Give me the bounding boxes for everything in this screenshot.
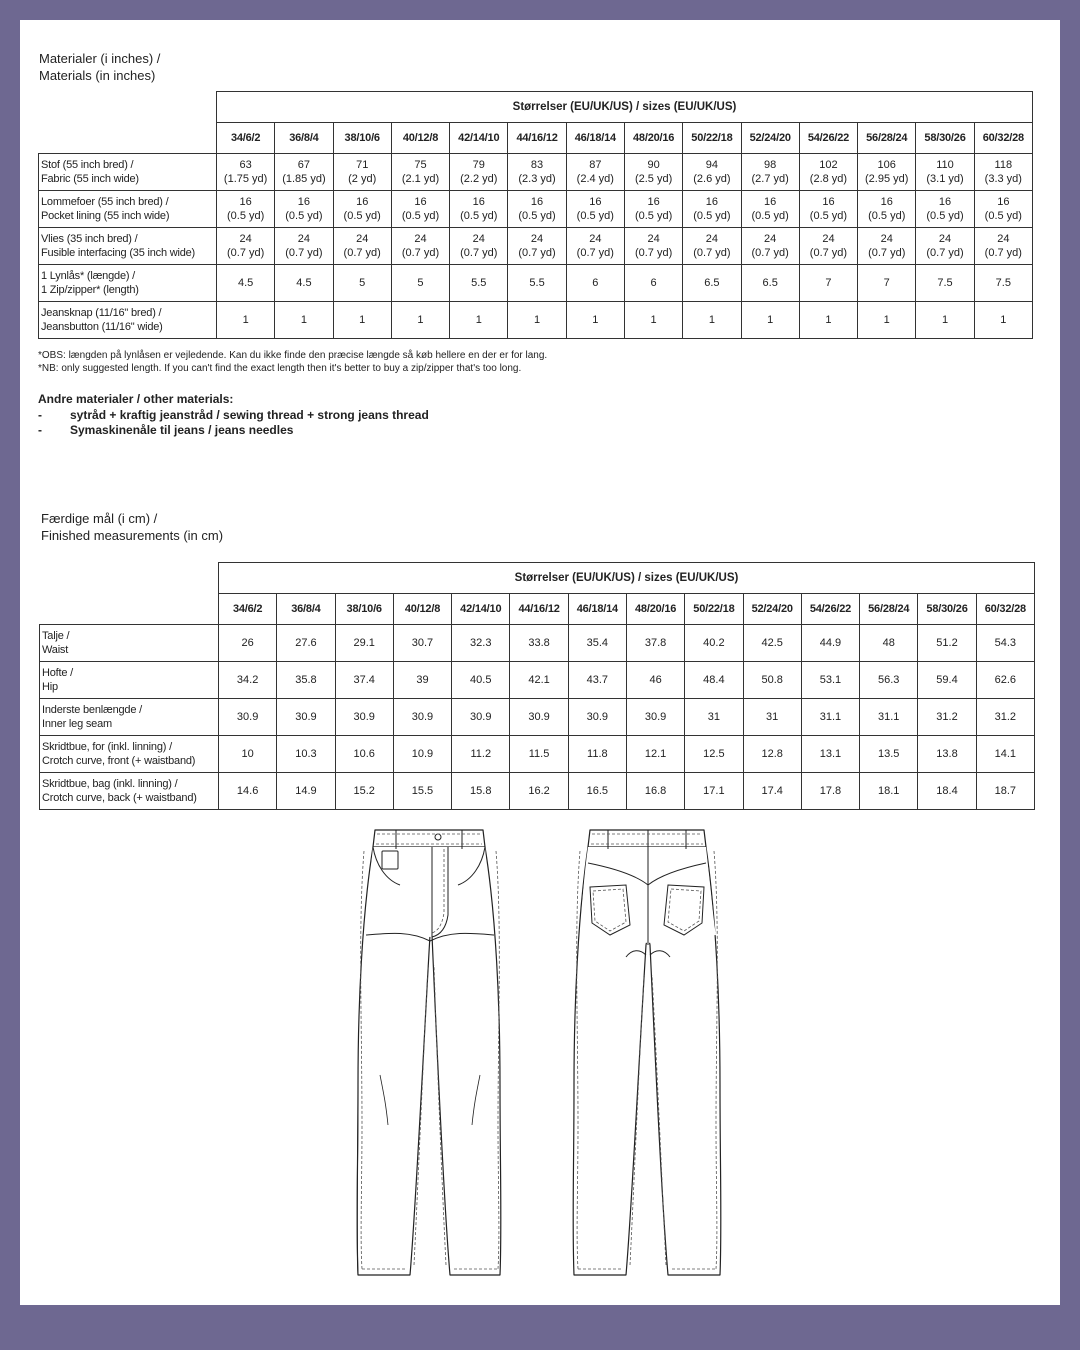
size-header: 44/16/12	[510, 594, 568, 625]
table-row	[39, 154, 1033, 191]
table-cell: 67 (1.85 yd)	[275, 154, 333, 191]
table-cell: 14.6	[219, 773, 277, 810]
table-cell: 1	[799, 302, 857, 339]
table-cell: 24 (0.7 yd)	[799, 228, 857, 265]
table-cell: 46	[626, 662, 684, 699]
row-label: Vlies (35 inch bred) / Fusible interfacing (35 inch wide)	[39, 228, 217, 265]
table-cell: 4.5	[275, 265, 333, 302]
table-cell: 24 (0.7 yd)	[741, 228, 799, 265]
row-label: Stof (55 inch bred) / Fabric (55 inch wide)	[39, 154, 217, 191]
table-cell: 24 (0.7 yd)	[333, 228, 391, 265]
table-cell: 30.9	[277, 699, 335, 736]
materials-heading: Materialer (i inches) / Materials (in inches)	[39, 51, 161, 83]
table-cell: 30.9	[393, 699, 451, 736]
table-cell: 18.7	[976, 773, 1034, 810]
table-cell: 14.9	[277, 773, 335, 810]
table-cell: 1	[858, 302, 916, 339]
size-header: 36/8/4	[277, 594, 335, 625]
table-cell: 4.5	[217, 265, 275, 302]
table-cell: 24 (0.7 yd)	[974, 228, 1032, 265]
list-item: - Symaskinenåle til jeans / jeans needles	[38, 423, 294, 437]
sizes-title: Størrelser (EU/UK/US) / sizes (EU/UK/US)	[217, 92, 1033, 123]
table-cell: 1	[391, 302, 449, 339]
table-cell: 53.1	[801, 662, 859, 699]
table-cell: 40.5	[452, 662, 510, 699]
table-cell: 59.4	[918, 662, 976, 699]
table-cell: 40.2	[685, 625, 743, 662]
table-row	[39, 191, 1033, 228]
table-cell: 26	[219, 625, 277, 662]
size-header: 54/26/22	[799, 123, 857, 154]
table-cell: 12.1	[626, 736, 684, 773]
table-cell: 16 (0.5 yd)	[799, 191, 857, 228]
size-header: 50/22/18	[683, 123, 741, 154]
table-row	[39, 265, 1033, 302]
size-header: 58/30/26	[918, 594, 976, 625]
table-cell: 5	[333, 265, 391, 302]
table-cell: 6	[624, 265, 682, 302]
table-row	[40, 662, 1035, 699]
table-cell: 7.5	[974, 265, 1032, 302]
size-header: 60/32/28	[976, 594, 1034, 625]
finished-measurements-table	[39, 562, 1035, 810]
table-cell: 17.8	[801, 773, 859, 810]
table-cell: 15.8	[452, 773, 510, 810]
table-cell: 24 (0.7 yd)	[275, 228, 333, 265]
size-header: 56/28/24	[860, 594, 918, 625]
row-label: Inderste benlængde / Inner leg seam	[40, 699, 219, 736]
table-row	[40, 736, 1035, 773]
table-cell: 10.6	[335, 736, 393, 773]
size-header: 52/24/20	[741, 123, 799, 154]
table-cell: 39	[393, 662, 451, 699]
table-cell: 5	[391, 265, 449, 302]
size-header: 48/20/16	[626, 594, 684, 625]
table-cell: 94 (2.6 yd)	[683, 154, 741, 191]
table-cell: 30.7	[393, 625, 451, 662]
table-cell: 63 (1.75 yd)	[217, 154, 275, 191]
table-cell: 31.1	[801, 699, 859, 736]
table-cell: 24 (0.7 yd)	[916, 228, 974, 265]
table-cell: 16.5	[568, 773, 626, 810]
jeans-back-drawing	[568, 825, 728, 1280]
size-header: 46/18/14	[566, 123, 624, 154]
materials-table	[38, 91, 1033, 339]
table-cell: 29.1	[335, 625, 393, 662]
table-row	[39, 228, 1033, 265]
table-cell: 24 (0.7 yd)	[508, 228, 566, 265]
size-header: 44/16/12	[508, 123, 566, 154]
table-cell: 10	[219, 736, 277, 773]
table-cell: 7	[858, 265, 916, 302]
table-row	[40, 773, 1035, 810]
table-cell: 1	[450, 302, 508, 339]
table-cell: 1	[974, 302, 1032, 339]
table-cell: 16 (0.5 yd)	[333, 191, 391, 228]
table-cell: 15.5	[393, 773, 451, 810]
table-cell: 24 (0.7 yd)	[858, 228, 916, 265]
table-cell: 106 (2.95 yd)	[858, 154, 916, 191]
other-materials-title: Andre materialer / other materials:	[38, 392, 234, 406]
table-cell: 24 (0.7 yd)	[391, 228, 449, 265]
size-header: 52/24/20	[743, 594, 801, 625]
table-cell: 16 (0.5 yd)	[450, 191, 508, 228]
size-header: 56/28/24	[858, 123, 916, 154]
table-cell: 16 (0.5 yd)	[974, 191, 1032, 228]
table-cell: 16 (0.5 yd)	[391, 191, 449, 228]
size-header: 48/20/16	[624, 123, 682, 154]
table-cell: 16 (0.5 yd)	[858, 191, 916, 228]
table-cell: 30.9	[219, 699, 277, 736]
table-cell: 34.2	[219, 662, 277, 699]
size-header: 42/14/10	[450, 123, 508, 154]
table-cell: 30.9	[626, 699, 684, 736]
table-cell: 10.9	[393, 736, 451, 773]
table-row	[39, 302, 1033, 339]
list-item: - sytråd + kraftig jeanstråd / sewing thread + strong jeans thread	[38, 407, 429, 422]
size-header: 40/12/8	[391, 123, 449, 154]
table-cell: 87 (2.4 yd)	[566, 154, 624, 191]
table-cell: 16.8	[626, 773, 684, 810]
table-cell: 33.8	[510, 625, 568, 662]
table-cell: 24 (0.7 yd)	[683, 228, 741, 265]
table-cell: 35.4	[568, 625, 626, 662]
table-cell: 18.1	[860, 773, 918, 810]
table-cell: 31.2	[918, 699, 976, 736]
table-cell: 43.7	[568, 662, 626, 699]
table-cell: 83 (2.3 yd)	[508, 154, 566, 191]
row-label: Jeansknap (11/16" bred) / Jeansbutton (11/16" wide)	[39, 302, 217, 339]
table-cell: 17.1	[685, 773, 743, 810]
table-cell: 14.1	[976, 736, 1034, 773]
table-cell: 13.5	[860, 736, 918, 773]
table-cell: 50.8	[743, 662, 801, 699]
table-cell: 11.5	[510, 736, 568, 773]
table-cell: 1	[741, 302, 799, 339]
table-cell: 16 (0.5 yd)	[508, 191, 566, 228]
jeans-front-drawing	[350, 825, 510, 1280]
size-header: 46/18/14	[568, 594, 626, 625]
table-cell: 48	[860, 625, 918, 662]
table-cell: 7.5	[916, 265, 974, 302]
table-cell: 79 (2.2 yd)	[450, 154, 508, 191]
table-cell: 90 (2.5 yd)	[624, 154, 682, 191]
size-header: 42/14/10	[452, 594, 510, 625]
size-header: 58/30/26	[916, 123, 974, 154]
table-cell: 102 (2.8 yd)	[799, 154, 857, 191]
table-cell: 16 (0.5 yd)	[741, 191, 799, 228]
size-header: 34/6/2	[217, 123, 275, 154]
sizes-title: Størrelser (EU/UK/US) / sizes (EU/UK/US)	[219, 563, 1035, 594]
table-cell: 42.5	[743, 625, 801, 662]
table-cell: 75 (2.1 yd)	[391, 154, 449, 191]
table-cell: 37.8	[626, 625, 684, 662]
table-cell: 7	[799, 265, 857, 302]
row-label: Lommefoer (55 inch bred) / Pocket lining (55 inch wide)	[39, 191, 217, 228]
table-cell: 10.3	[277, 736, 335, 773]
table-cell: 32.3	[452, 625, 510, 662]
table-cell: 51.2	[918, 625, 976, 662]
table-cell: 16 (0.5 yd)	[275, 191, 333, 228]
finished-heading: Færdige mål (i cm) / Finished measurements (in cm)	[41, 511, 224, 543]
table-cell: 27.6	[277, 625, 335, 662]
table-cell: 31.2	[976, 699, 1034, 736]
table-cell: 13.1	[801, 736, 859, 773]
table-cell: 1	[217, 302, 275, 339]
table-cell: 44.9	[801, 625, 859, 662]
table-cell: 16 (0.5 yd)	[566, 191, 624, 228]
size-header: 60/32/28	[974, 123, 1032, 154]
row-label: 1 Lynlås* (længde) / 1 Zip/zipper* (length)	[39, 265, 217, 302]
table-row	[40, 699, 1035, 736]
table-cell: 12.5	[685, 736, 743, 773]
row-label: Talje / Waist	[40, 625, 219, 662]
size-header: 34/6/2	[219, 594, 277, 625]
table-cell: 110 (3.1 yd)	[916, 154, 974, 191]
table-cell: 24 (0.7 yd)	[624, 228, 682, 265]
table-cell: 71 (2 yd)	[333, 154, 391, 191]
table-cell: 12.8	[743, 736, 801, 773]
table-cell: 16.2	[510, 773, 568, 810]
table-cell: 1	[333, 302, 391, 339]
table-cell: 5.5	[450, 265, 508, 302]
table-cell: 37.4	[335, 662, 393, 699]
size-header: 40/12/8	[393, 594, 451, 625]
table-cell: 1	[566, 302, 624, 339]
table-cell: 15.2	[335, 773, 393, 810]
table-cell: 24 (0.7 yd)	[566, 228, 624, 265]
table-cell: 62.6	[976, 662, 1034, 699]
table-cell: 1	[916, 302, 974, 339]
table-cell: 30.9	[335, 699, 393, 736]
table-cell: 16 (0.5 yd)	[683, 191, 741, 228]
table-cell: 30.9	[510, 699, 568, 736]
zip-length-notes: *OBS: længden på lynlåsen er vejledende. Kan du ikke finde den præcise længde så køb hellere en der er for lang. *NB: only suggested length. If you can't find the exact length then it's better to buy a zip/zipper that's too long.	[38, 350, 548, 374]
table-cell: 31	[743, 699, 801, 736]
table-cell: 16 (0.5 yd)	[916, 191, 974, 228]
table-cell: 31	[685, 699, 743, 736]
table-cell: 30.9	[568, 699, 626, 736]
table-cell: 30.9	[452, 699, 510, 736]
size-header: 36/8/4	[275, 123, 333, 154]
size-header: 50/22/18	[685, 594, 743, 625]
table-cell: 11.2	[452, 736, 510, 773]
table-cell: 24 (0.7 yd)	[217, 228, 275, 265]
table-cell: 17.4	[743, 773, 801, 810]
table-cell: 1	[275, 302, 333, 339]
row-label: Hofte / Hip	[40, 662, 219, 699]
table-cell: 5.5	[508, 265, 566, 302]
table-cell: 56.3	[860, 662, 918, 699]
table-cell: 6.5	[683, 265, 741, 302]
table-cell: 16 (0.5 yd)	[217, 191, 275, 228]
row-label: Skridtbue, bag (inkl. linning) / Crotch curve, back (+ waistband)	[40, 773, 219, 810]
table-cell: 48.4	[685, 662, 743, 699]
table-cell: 6	[566, 265, 624, 302]
table-cell: 35.8	[277, 662, 335, 699]
size-header: 54/26/22	[801, 594, 859, 625]
table-cell: 16 (0.5 yd)	[624, 191, 682, 228]
other-materials	[38, 392, 429, 439]
table-cell: 98 (2.7 yd)	[741, 154, 799, 191]
table-cell: 118 (3.3 yd)	[974, 154, 1032, 191]
table-row	[40, 625, 1035, 662]
table-cell: 42.1	[510, 662, 568, 699]
table-cell: 24 (0.7 yd)	[450, 228, 508, 265]
table-cell: 13.8	[918, 736, 976, 773]
table-cell: 11.8	[568, 736, 626, 773]
table-cell: 1	[683, 302, 741, 339]
pattern-page	[20, 20, 1060, 1305]
table-cell: 18.4	[918, 773, 976, 810]
row-label: Skridtbue, for (inkl. linning) / Crotch curve, front (+ waistband)	[40, 736, 219, 773]
size-header: 38/10/6	[335, 594, 393, 625]
size-header: 38/10/6	[333, 123, 391, 154]
table-cell: 1	[624, 302, 682, 339]
table-cell: 1	[508, 302, 566, 339]
table-cell: 31.1	[860, 699, 918, 736]
table-cell: 6.5	[741, 265, 799, 302]
table-cell: 54.3	[976, 625, 1034, 662]
